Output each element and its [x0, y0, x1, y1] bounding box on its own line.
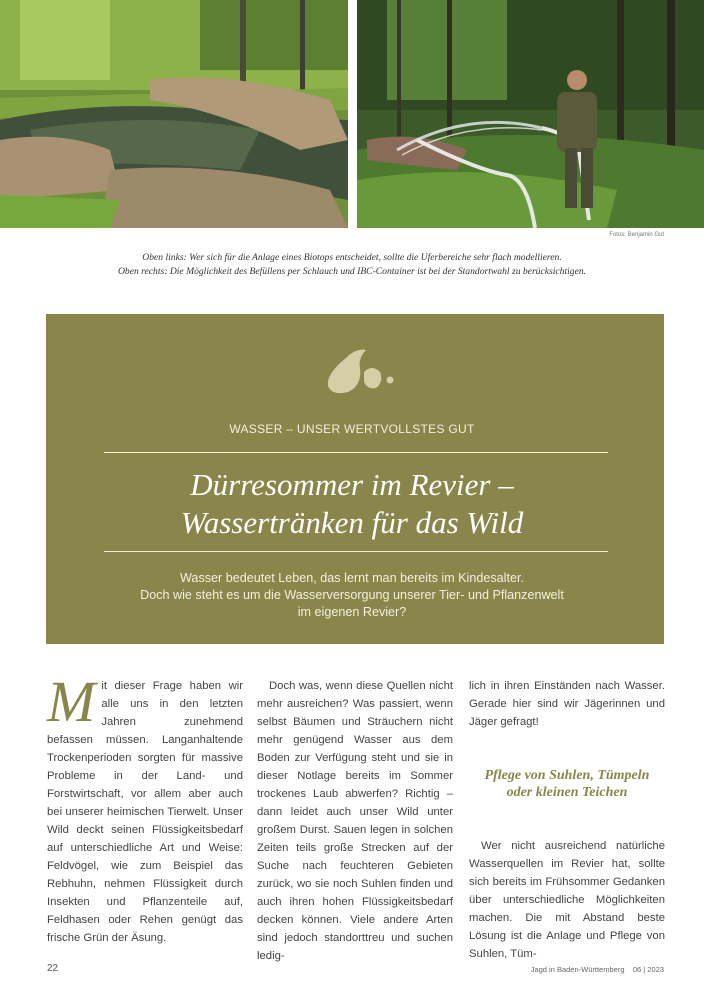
photo-captions	[0, 251, 704, 279]
issue-number: 06 | 2023	[632, 965, 664, 974]
footer-publication	[531, 965, 664, 974]
caption-right: Oben rechts: Die Möglichkeit des Befüllens per Schlauch und IBC-Container ist bei der Standortwahl zu berücksichtigen.	[117, 266, 587, 277]
article-column-2	[257, 677, 453, 965]
pond-photo	[0, 0, 348, 228]
lead-line-3: im eigenen Revier?	[297, 605, 407, 619]
title-line-1: Dürresommer im Revier –	[190, 467, 514, 502]
hose-filling-photo	[357, 0, 704, 228]
column-3-intro: lich in ihren Einständen nach Wasser. Gerade hier sind wir Jägerinnen und Jäger gefragt!	[469, 680, 665, 728]
divider-bottom	[104, 551, 608, 552]
title-line-2: Wassertränken für das Wild	[180, 505, 524, 540]
column-1-text: it dieser Frage haben wir alle uns in den letzten Jahren zunehmend befassen müssen. Langanhaltende Trockenperioden sorgten für massive Probleme in der Land- und Forstwirtschaft, vor allem aber auch bei unserer heimischen Tierwelt. Unser Wild deckt seinen Flüssigkeitsbedarf auf unterschiedliche Art und Weise: Feldvögel, wie zum Beispiel das Rebhuhn, nehmen Flüssigkeit durch Insekten und Pflanzenteile auf, Feldhasen oder Rehen genügt das frische Grün der Äsung.	[47, 680, 243, 944]
subhead-line-1: Pflege von Suhlen, Tümpeln	[484, 768, 650, 783]
lead-line-2: Doch wie steht es um die Wasserversorgung unserer Tier- und Pflanzenwelt	[140, 588, 564, 602]
article-lead	[0, 570, 704, 621]
column-3-body: Wer nicht ausreichend natürliche Wasserquellen im Revier hat, sollte sich bereits im Frühsommer Gedanken über unterschiedliche Möglichkeiten machen. Die mit Abstand beste Lösung ist die Anlage und Pflege von Suhlen, Tüm-	[469, 840, 665, 960]
article-subhead	[469, 767, 665, 801]
section-kicker: WASSER – UNSER WERTVOLLSTES GUT	[229, 422, 475, 436]
article-title	[0, 466, 704, 542]
caption-left: Oben links: Wer sich für die Anlage eines Biotops entscheidet, sollte die Uferbereiche sehr flach modellieren.	[142, 252, 562, 263]
subhead-line-2: oder kleinen Teichen	[506, 785, 628, 800]
article-column-1	[47, 669, 243, 947]
column-2-text: Doch was, wenn diese Quellen nicht mehr ausreichen? Was passiert, wenn selbst Bäumen und Sträuchern nicht mehr genügend Wasser aus dem Boden zur Verfügung steht und sie in dieser Notlage bereits im Sommer trockenes Laub abwerfen? Richtig – dann leidet auch unser Wild unter großem Durst. Sauen legen in solchen Zeiten teils große Strecken auf der Suche nach feuchteren Gebieten zurück, wo sie noch Suhlen finden und auch ihren hohen Flüssigkeitsbedarf decken können. Viele andere Arten sind jedoch standorttreu und suchen ledig-	[257, 680, 453, 962]
page-number: 22	[47, 963, 59, 974]
photo-credit: Fotos: Benjamin Gut	[609, 232, 664, 238]
article-column-3	[469, 677, 665, 963]
water-drop-icon	[324, 346, 396, 402]
divider-top	[104, 452, 608, 453]
lead-line-1: Wasser bedeutet Leben, das lernt man bereits im Kindesalter.	[180, 571, 524, 585]
publication-name: Jagd in Baden-Württemberg	[530, 965, 625, 974]
drop-cap: M	[47, 669, 96, 734]
